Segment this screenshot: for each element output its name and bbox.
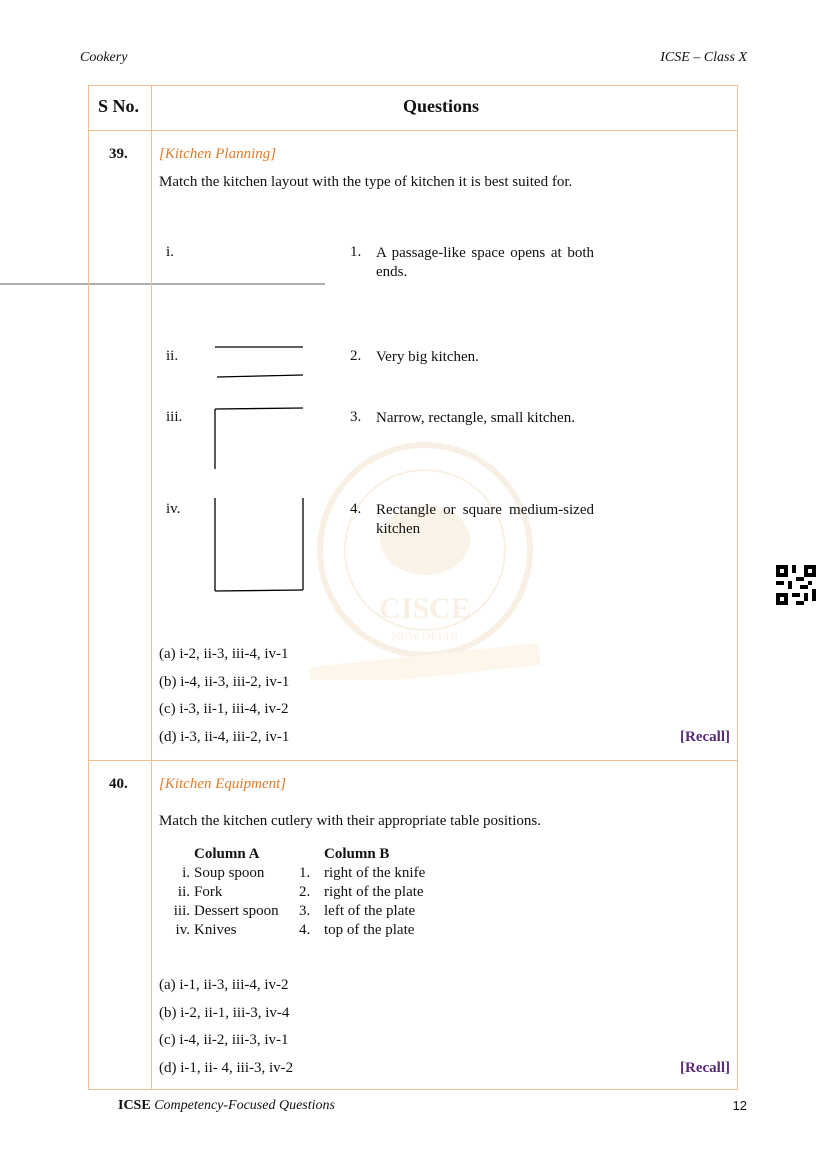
col-a-num-4: iv. (175, 922, 190, 938)
running-header-class: ICSE – Class X (660, 50, 747, 65)
page-number: 12 (732, 1098, 747, 1113)
q39-recall-tag: [Recall] (680, 729, 730, 745)
question-number-40: 40. (109, 776, 128, 792)
q39-desc-4: Rectangle or square medium-sized kitchen (376, 502, 594, 537)
sno-column-header: S No. (98, 96, 140, 116)
column-a-title: Column A (194, 846, 260, 862)
q39-desc-3: Narrow, rectangle, small kitchen. (376, 410, 575, 426)
galley-layout-diagram (213, 342, 305, 382)
footer-subtitle: Competency-Focused Questions (154, 1098, 335, 1113)
q39-desc-2: Very big kitchen. (376, 349, 479, 365)
footer-title (118, 1098, 335, 1114)
running-header-subject: Cookery (80, 50, 128, 65)
column-b-title: Column B (324, 846, 390, 862)
q39-option-b: (b) i-4, ii-3, iii-2, iv-1 (159, 674, 290, 690)
u-shaped-layout-diagram (213, 496, 305, 594)
q39-num-1: 1. (350, 244, 362, 260)
q39-question-text: Match the kitchen layout with the type of kitchen it is best suited for. (159, 174, 573, 190)
col-a-item-3: Dessert spoon (194, 903, 279, 919)
q39-roman-4: iv. (166, 501, 181, 517)
q40-option-d: (d) i-1, ii- 4, iii-3, iv-2 (159, 1060, 294, 1076)
q39-num-3: 3. (350, 409, 362, 425)
l-shaped-layout-diagram (213, 406, 305, 472)
col-a-num-2: ii. (177, 884, 190, 900)
header-row-divider (89, 130, 737, 131)
q39-option-a: (a) i-2, ii-3, iii-4, iv-1 (159, 646, 289, 662)
col-b-num-3: 3. (299, 903, 311, 919)
col-b-num-2: 2. (299, 884, 311, 900)
q40-question-text: Match the kitchen cutlery with their appropriate table positions. (159, 813, 541, 829)
col-b-item-4: top of the plate (324, 922, 415, 938)
col-a-item-4: Knives (194, 922, 237, 938)
q39-num-4: 4. (350, 501, 362, 517)
q40-recall-tag: [Recall] (680, 1060, 730, 1076)
q39-num-2: 2. (350, 348, 362, 364)
col-b-item-1: right of the knife (324, 865, 426, 881)
col-a-num-3: iii. (173, 903, 190, 919)
q39-roman-3: iii. (166, 409, 183, 425)
questions-table (88, 85, 738, 1090)
row-divider (89, 760, 737, 761)
q39-roman-2: ii. (166, 348, 179, 364)
q40-option-a: (a) i-1, ii-3, iii-4, iv-2 (159, 977, 289, 993)
watermark-city: NEW DELHI (391, 629, 459, 643)
qr-code-icon[interactable] (776, 565, 816, 605)
footer-brand: ICSE (118, 1098, 151, 1113)
q40-option-b: (b) i-2, ii-1, iii-3, iv-4 (159, 1005, 290, 1021)
col-a-item-2: Fork (194, 884, 223, 900)
q39-roman-1: i. (166, 244, 174, 260)
question-number-39: 39. (109, 146, 128, 162)
column-divider (151, 86, 152, 1089)
q39-option-d: (d) i-3, ii-4, iii-2, iv-1 (159, 729, 290, 745)
col-b-num-4: 4. (299, 922, 311, 938)
q39-desc-1: A passage-like space opens at both ends. (376, 245, 594, 280)
col-a-item-1: Soup spoon (194, 865, 265, 881)
col-b-num-1: 1. (299, 865, 311, 881)
questions-column-header: Questions (403, 96, 480, 116)
q40-option-c: (c) i-4, ii-2, iii-3, iv-1 (159, 1032, 289, 1048)
watermark-name: CISCE (379, 592, 471, 625)
col-b-item-3: left of the plate (324, 903, 416, 919)
q39-option-c: (c) i-3, ii-1, iii-4, iv-2 (159, 701, 289, 717)
q40-topic: [Kitchen Equipment] (159, 776, 287, 792)
col-a-num-1: i. (182, 865, 190, 881)
col-b-item-2: right of the plate (324, 884, 424, 900)
q39-topic: [Kitchen Planning] (159, 146, 277, 162)
